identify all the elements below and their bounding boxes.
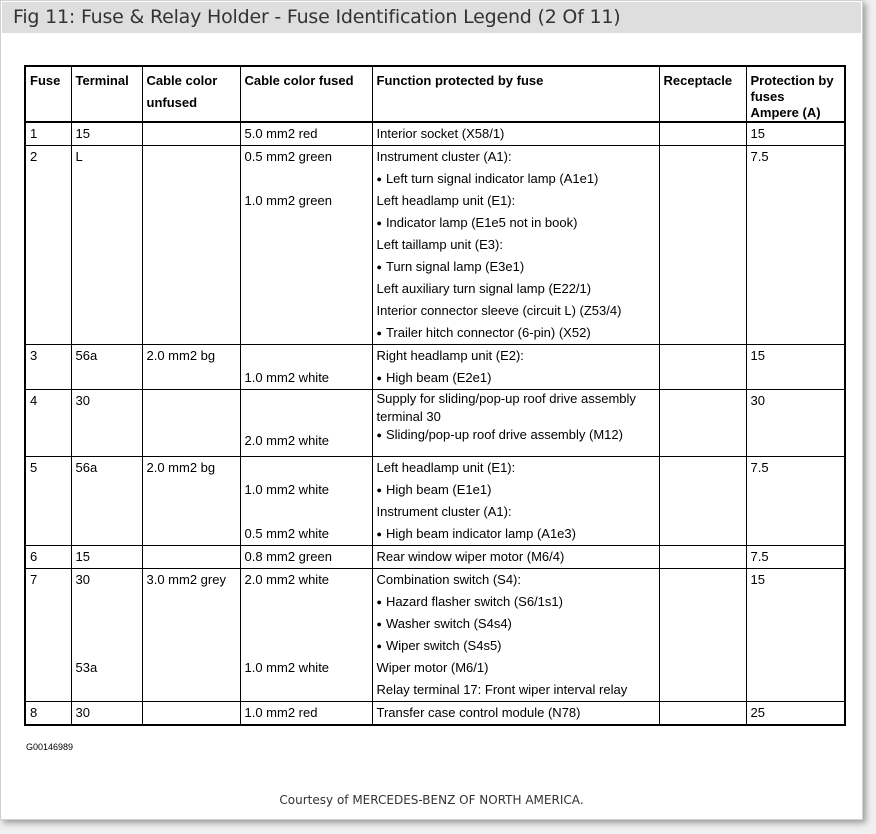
function-protected <box>372 146 659 345</box>
cell-text: 1.0 mm2 white <box>244 660 330 675</box>
cell-text <box>76 256 138 278</box>
cable-color-unfused <box>142 345 240 390</box>
cell-text <box>76 300 138 322</box>
cell-text: 56a <box>75 460 98 475</box>
cell-text <box>76 679 138 701</box>
cell-text: 2.0 mm2 white <box>244 572 330 587</box>
cell-text <box>147 123 236 145</box>
bullet-item: ● Indicator lamp (E1e5 not in book) <box>377 212 655 234</box>
cable-color-fused <box>240 390 372 457</box>
header-protection: Protection by fuses Ampere (A) <box>746 66 845 122</box>
cell-text <box>76 322 138 344</box>
cell-text: 0.8 mm2 green <box>244 549 332 564</box>
cell-text: 2.0 mm2 bg <box>146 460 216 475</box>
cable-color-fused <box>240 702 372 726</box>
cable-color-unfused <box>142 546 240 569</box>
bullet-item: ● Sliding/pop-up roof drive assembly (M12) <box>377 426 655 444</box>
figure-title: Fig 11: Fuse & Relay Holder - Fuse Identification Legend (2 Of 11) <box>2 2 861 33</box>
cell-text <box>245 345 368 367</box>
cell-text <box>245 168 368 190</box>
cell-text <box>76 434 138 456</box>
fuse-number <box>25 146 71 345</box>
cell-text: 8 <box>30 705 38 720</box>
terminal <box>71 702 142 726</box>
cell-text: 15 <box>750 126 765 141</box>
cable-color-unfused <box>142 569 240 702</box>
cell-text: Right headlamp unit (E2): <box>376 348 524 363</box>
cable-color-unfused <box>142 390 240 457</box>
cell-text: 15 <box>75 126 90 141</box>
cell-text: Instrument cluster (A1): <box>376 504 512 519</box>
cell-text <box>245 679 368 701</box>
table-row <box>25 546 845 569</box>
function-protected <box>372 345 659 390</box>
terminal <box>71 390 142 457</box>
terminal <box>71 546 142 569</box>
receptacle <box>659 345 746 390</box>
cell-text: terminal 30 <box>376 409 441 424</box>
cell-text <box>147 390 236 412</box>
cell-text: Combination switch (S4): <box>376 572 521 587</box>
cell-text <box>245 591 368 613</box>
cable-color-fused <box>240 569 372 702</box>
cell-text: 5 <box>30 460 38 475</box>
cell-text <box>76 367 138 389</box>
cell-text: 15 <box>75 549 90 564</box>
cell-text: 30 <box>75 393 90 408</box>
receptacle <box>659 702 746 726</box>
cable-color-fused <box>240 122 372 146</box>
cell-text <box>76 523 138 545</box>
cell-text <box>76 479 138 501</box>
cell-text: 3 <box>30 348 38 363</box>
function-protected <box>372 390 659 457</box>
bullet-item: ● Trailer hitch connector (6-pin) (X52) <box>377 322 655 344</box>
header-receptacle: Receptacle <box>659 66 746 122</box>
protection-ampere <box>746 457 845 546</box>
cell-text: Supply for sliding/pop-up roof drive assembly <box>376 391 636 406</box>
table-row <box>25 146 845 345</box>
cell-text <box>76 501 138 523</box>
cable-color-fused <box>240 546 372 569</box>
cell-text: 30 <box>750 393 765 408</box>
cell-text: 1 <box>30 126 38 141</box>
cell-text: 1.0 mm2 white <box>244 370 330 385</box>
function-protected <box>372 546 659 569</box>
cable-color-unfused <box>142 702 240 726</box>
fuse-number <box>25 345 71 390</box>
cell-text <box>245 501 368 523</box>
cell-text: 2.0 mm2 bg <box>146 348 216 363</box>
cell-text: 1.0 mm2 white <box>244 482 330 497</box>
receptacle <box>659 457 746 546</box>
header-cable-fused: Cable color fused <box>240 66 372 122</box>
cell-text <box>76 212 138 234</box>
bullet-item: ● Turn signal lamp (E3e1) <box>377 256 655 278</box>
cell-text: 30 <box>75 705 90 720</box>
fuse-number <box>25 569 71 702</box>
table-row <box>25 569 845 702</box>
table-row <box>25 122 845 146</box>
cell-text: Left headlamp unit (E1): <box>376 193 516 208</box>
protection-ampere <box>746 390 845 457</box>
cell-text: 1.0 mm2 green <box>244 193 332 208</box>
terminal <box>71 457 142 546</box>
cell-text: 7.5 <box>750 460 769 475</box>
fuse-legend-table <box>24 65 846 726</box>
cell-text: 7.5 <box>750 149 769 164</box>
cell-text: 4 <box>30 393 38 408</box>
cell-text <box>147 146 236 168</box>
protection-ampere <box>746 345 845 390</box>
fuse-number <box>25 457 71 546</box>
cell-text: 15 <box>750 572 765 587</box>
cable-color-unfused <box>142 122 240 146</box>
cell-text: L <box>75 149 83 164</box>
bullet-item: ● High beam (E2e1) <box>377 367 655 389</box>
fuse-number <box>25 702 71 726</box>
table-row <box>25 345 845 390</box>
cell-text <box>76 412 138 434</box>
cell-text <box>245 635 368 657</box>
cell-text <box>245 390 368 408</box>
protection-ampere <box>746 122 845 146</box>
bullet-item: ● Hazard flasher switch (S6/1s1) <box>377 591 655 613</box>
header-terminal: Terminal <box>71 66 142 122</box>
cell-text: Left auxiliary turn signal lamp (E22/1) <box>376 281 592 296</box>
protection-ampere <box>746 569 845 702</box>
function-protected <box>372 569 659 702</box>
cell-text: Interior connector sleeve (circuit L) (Z53/4) <box>376 303 622 318</box>
cell-text: 1.0 mm2 red <box>244 705 318 720</box>
cell-text: 15 <box>750 348 765 363</box>
table-row <box>25 390 845 457</box>
bullet-item: ● Left turn signal indicator lamp (A1e1) <box>377 168 655 190</box>
cell-text <box>245 457 368 479</box>
cell-text <box>245 234 368 256</box>
cell-text: Left headlamp unit (E1): <box>376 460 516 475</box>
table-row <box>25 702 845 726</box>
fuse-number <box>25 390 71 457</box>
receptacle <box>659 569 746 702</box>
cell-text <box>245 212 368 234</box>
cell-text: 2.0 mm2 white <box>244 433 330 448</box>
cell-text: 5.0 mm2 red <box>244 126 318 141</box>
function-protected <box>372 457 659 546</box>
cell-text <box>76 591 138 613</box>
header-cable-unfused: Cable color unfused <box>142 66 240 122</box>
bullet-item: ● Wiper switch (S4s5) <box>377 635 655 657</box>
protection-ampere <box>746 702 845 726</box>
cell-text: Left taillamp unit (E3): <box>376 237 503 252</box>
cell-text <box>147 702 236 724</box>
cell-text <box>76 278 138 300</box>
fuse-number <box>25 122 71 146</box>
cell-text: 53a <box>75 660 98 675</box>
cell-text <box>76 234 138 256</box>
cell-text: Transfer case control module (N78) <box>376 705 581 720</box>
protection-ampere <box>746 546 845 569</box>
cell-text: 0.5 mm2 white <box>244 526 330 541</box>
terminal <box>71 146 142 345</box>
cell-text <box>76 168 138 190</box>
cable-color-fused <box>240 146 372 345</box>
terminal <box>71 345 142 390</box>
function-protected <box>372 122 659 146</box>
cell-text: 0.5 mm2 green <box>244 149 332 164</box>
header-fuse: Fuse <box>25 66 71 122</box>
cell-text: Relay terminal 17: Front wiper interval relay <box>376 682 628 697</box>
cell-text: 6 <box>30 549 38 564</box>
cell-text <box>245 613 368 635</box>
cell-text: 56a <box>75 348 98 363</box>
bullet-item: ● Washer switch (S4s4) <box>377 613 655 635</box>
protection-ampere <box>746 146 845 345</box>
cell-text <box>147 546 236 568</box>
terminal <box>71 122 142 146</box>
cell-text: Wiper motor (M6/1) <box>376 660 489 675</box>
bullet-item: ● High beam indicator lamp (A1e3) <box>377 523 655 545</box>
cable-color-unfused <box>142 457 240 546</box>
terminal <box>71 569 142 702</box>
cell-text: 3.0 mm2 grey <box>146 572 226 587</box>
cell-text: Instrument cluster (A1): <box>376 149 512 164</box>
figure-code: G00146989 <box>26 742 74 752</box>
cell-text <box>76 635 138 657</box>
cell-text <box>245 256 368 278</box>
bullet-item: ● High beam (E1e1) <box>377 479 655 501</box>
fuse-number <box>25 546 71 569</box>
cell-text <box>76 613 138 635</box>
cell-text: 30 <box>75 572 90 587</box>
cell-text <box>245 300 368 322</box>
receptacle <box>659 546 746 569</box>
header-function: Function protected by fuse <box>372 66 659 122</box>
cell-text <box>245 322 368 344</box>
cable-color-fused <box>240 345 372 390</box>
cell-text: Rear window wiper motor (M6/4) <box>376 549 565 564</box>
function-protected <box>372 702 659 726</box>
cell-text <box>245 408 368 426</box>
cell-text: 7.5 <box>750 549 769 564</box>
cell-text: 2 <box>30 149 38 164</box>
cell-text <box>76 190 138 212</box>
header-row <box>25 66 845 122</box>
cell-text: 25 <box>750 705 765 720</box>
receptacle <box>659 146 746 345</box>
cell-text <box>245 278 368 300</box>
table-row <box>25 457 845 546</box>
cable-color-unfused <box>142 146 240 345</box>
cell-text: 7 <box>30 572 38 587</box>
cell-text: Interior socket (X58/1) <box>376 126 505 141</box>
receptacle <box>659 122 746 146</box>
courtesy-note: Courtesy of MERCEDES-BENZ OF NORTH AMERICA. <box>279 793 584 807</box>
cable-color-fused <box>240 457 372 546</box>
receptacle <box>659 390 746 457</box>
